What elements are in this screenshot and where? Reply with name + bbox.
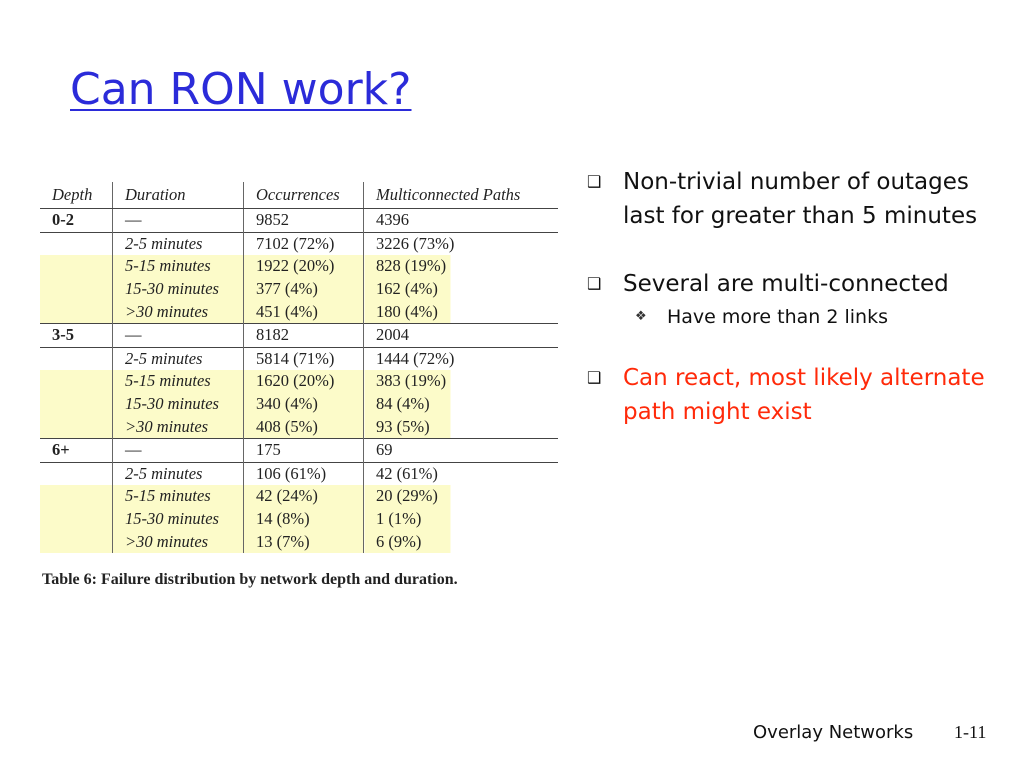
cell-depth — [40, 232, 113, 255]
sub-bullet-text: Have more than 2 links — [667, 306, 889, 328]
cell-occurrences: 106 (61%) — [244, 462, 364, 485]
footer-course-title: Overlay Networks — [753, 722, 914, 743]
cell-duration: 2-5 minutes — [113, 347, 244, 370]
cell-depth — [40, 347, 113, 370]
cell-duration: 15-30 minutes — [113, 508, 244, 531]
table-row — [40, 438, 558, 462]
cell-occurrences: 8182 — [244, 323, 364, 347]
bullet-item — [585, 165, 1005, 233]
cell-multiconnected: 69 — [364, 438, 559, 462]
slide-title: Can RON work? — [70, 64, 412, 115]
cell-occurrences: 5814 (71%) — [244, 347, 364, 370]
cell-depth — [40, 530, 113, 553]
table-row — [40, 232, 558, 255]
cell-multiconnected: 4396 — [364, 209, 559, 233]
cell-depth — [40, 300, 113, 323]
cell-occurrences: 13 (7%) — [244, 530, 364, 553]
cell-occurrences: 7102 (72%) — [244, 232, 364, 255]
cell-duration: — — [113, 209, 244, 233]
table-row — [40, 462, 558, 485]
table-caption: Table 6: Failure distribution by network depth and duration. — [42, 571, 458, 588]
cell-depth — [40, 508, 113, 531]
cell-duration: >30 minutes — [113, 300, 244, 323]
table-row — [40, 323, 558, 347]
cell-occurrences: 9852 — [244, 209, 364, 233]
table-row — [40, 209, 558, 233]
bullet-text: Several are multi-connected — [623, 271, 949, 297]
cell-multiconnected: 162 (4%) — [364, 278, 559, 301]
header-multiconnected: Multiconnected Paths — [364, 182, 559, 209]
table-row — [40, 530, 558, 553]
cell-depth — [40, 462, 113, 485]
table-row — [40, 485, 558, 508]
cell-depth — [40, 255, 113, 278]
cell-duration: 15-30 minutes — [113, 393, 244, 416]
table-row — [40, 415, 558, 438]
table-row — [40, 278, 558, 301]
cell-depth — [40, 393, 113, 416]
header-depth: Depth — [40, 182, 113, 209]
cell-duration: — — [113, 323, 244, 347]
cell-duration: — — [113, 438, 244, 462]
bullet-item — [585, 267, 1005, 301]
cell-multiconnected: 2004 — [364, 323, 559, 347]
table-header-row — [40, 182, 558, 209]
cell-multiconnected: 383 (19%) — [364, 370, 559, 393]
cell-multiconnected: 1 (1%) — [364, 508, 559, 531]
bullet-list — [585, 165, 1005, 429]
cell-duration: 2-5 minutes — [113, 232, 244, 255]
cell-multiconnected: 84 (4%) — [364, 393, 559, 416]
cell-depth: 0-2 — [52, 210, 74, 230]
table-row — [40, 370, 558, 393]
sub-bullet-item — [585, 303, 1005, 331]
cell-duration: 5-15 minutes — [113, 255, 244, 278]
bullet-text: Non-trivial number of outages last for greater than 5 minutes — [623, 169, 978, 229]
table-row — [40, 347, 558, 370]
cell-occurrences: 1922 (20%) — [244, 255, 364, 278]
cell-occurrences: 408 (5%) — [244, 415, 364, 438]
failure-table — [40, 182, 558, 553]
cell-depth — [40, 370, 113, 393]
table-row — [40, 300, 558, 323]
cell-occurrences: 340 (4%) — [244, 393, 364, 416]
table-row — [40, 255, 558, 278]
cell-multiconnected: 1444 (72%) — [364, 347, 559, 370]
footer-page-number: 1-11 — [954, 722, 987, 742]
header-occurrences: Occurrences — [244, 182, 364, 209]
cell-occurrences: 1620 (20%) — [244, 370, 364, 393]
cell-multiconnected: 42 (61%) — [364, 462, 559, 485]
cell-duration: >30 minutes — [113, 530, 244, 553]
cell-occurrences: 14 (8%) — [244, 508, 364, 531]
cell-multiconnected: 6 (9%) — [364, 530, 559, 553]
table-row — [40, 393, 558, 416]
diamond-bullet-icon: ❖ — [635, 309, 647, 324]
cell-multiconnected: 828 (19%) — [364, 255, 559, 278]
cell-occurrences: 451 (4%) — [244, 300, 364, 323]
cell-depth — [40, 278, 113, 301]
cell-duration: 2-5 minutes — [113, 462, 244, 485]
square-bullet-icon: ❑ — [587, 274, 602, 293]
cell-multiconnected: 3226 (73%) — [364, 232, 559, 255]
cell-duration: 5-15 minutes — [113, 370, 244, 393]
cell-duration: 5-15 minutes — [113, 485, 244, 508]
cell-depth — [40, 485, 113, 508]
square-bullet-icon: ❑ — [587, 368, 602, 387]
cell-multiconnected: 20 (29%) — [364, 485, 559, 508]
cell-duration: >30 minutes — [113, 415, 244, 438]
bullet-text: Can react, most likely alternate path might exist — [623, 365, 985, 425]
cell-depth: 6+ — [40, 438, 113, 462]
cell-multiconnected: 93 (5%) — [364, 415, 559, 438]
cell-duration: 15-30 minutes — [113, 278, 244, 301]
cell-depth: 3-5 — [40, 323, 113, 347]
cell-depth — [40, 415, 113, 438]
failure-table-figure — [40, 182, 558, 553]
cell-multiconnected: 180 (4%) — [364, 300, 559, 323]
table-row — [40, 508, 558, 531]
square-bullet-icon: ❑ — [587, 172, 602, 191]
cell-occurrences: 42 (24%) — [244, 485, 364, 508]
header-duration: Duration — [113, 182, 244, 209]
cell-occurrences: 377 (4%) — [244, 278, 364, 301]
bullet-item-highlight — [585, 361, 1005, 429]
cell-occurrences: 175 — [244, 438, 364, 462]
